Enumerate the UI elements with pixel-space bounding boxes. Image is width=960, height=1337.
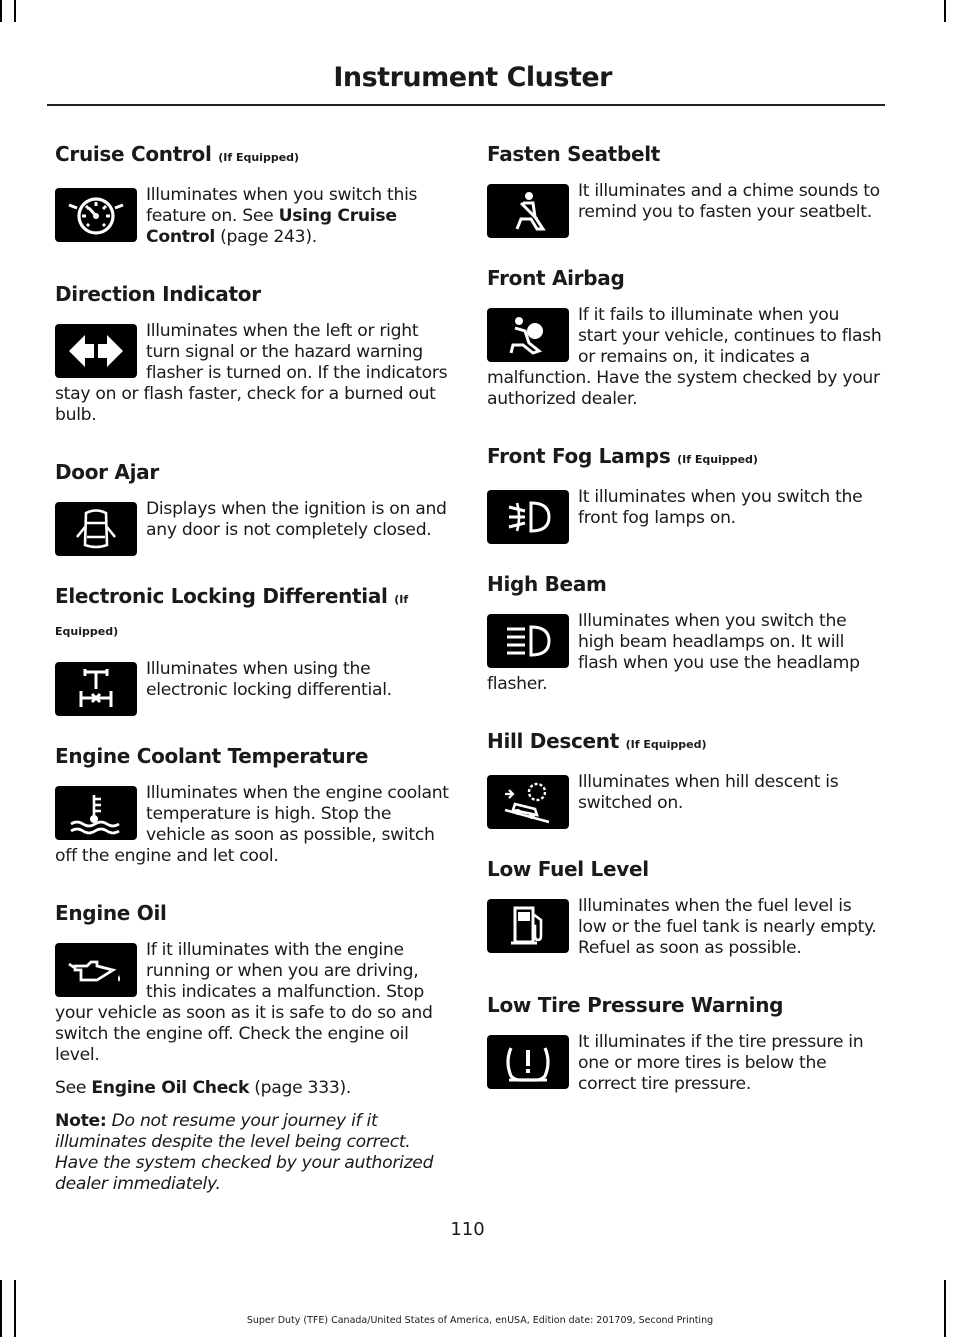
section-title: Hill Descent (If Equipped) [487, 729, 707, 753]
crop-mark [0, 0, 2, 22]
section-title: Fasten Seatbelt [487, 142, 661, 166]
cross-reference-link[interactable]: Using Cruise Control [146, 206, 397, 247]
section-hill-descent [487, 727, 882, 835]
section-title: Low Fuel Level [487, 857, 649, 881]
hill-descent-icon [487, 775, 569, 829]
door-ajar-icon [55, 502, 137, 556]
right-column [487, 140, 882, 1127]
section-high-beam [487, 570, 882, 707]
crop-mark [14, 1280, 16, 1337]
page-number: 110 [450, 1219, 485, 1240]
section-body: Illuminates when using the electronic locking differential. [146, 659, 392, 700]
section-direction-indicator [55, 280, 450, 438]
direction-indicator-icon [55, 324, 137, 378]
crop-mark [0, 1280, 2, 1337]
cruise-control-icon [55, 188, 137, 242]
tire-pressure-icon [487, 1035, 569, 1089]
section-body: Illuminates when the left or right turn signal or the hazard warning flasher is turned on. If the indicators stay on or flash faster, check for a burned out bulb. [55, 321, 448, 425]
section-body: Illuminates when you switch this feature on. See Using Cruise Control (page 243). [146, 185, 418, 247]
section-body: Displays when the ignition is on and any door is not completely closed. [146, 499, 447, 540]
section-title: Front Fog Lamps (If Equipped) [487, 444, 758, 468]
section-door-ajar [55, 458, 450, 562]
coolant-temperature-icon [55, 786, 137, 840]
section-body: Illuminates when you switch the high beam headlamps on. It will flash when you use the headlamp flasher. [487, 611, 860, 694]
header-rule [47, 104, 885, 106]
section-title: Electronic Locking Differential (If Equipped) [55, 584, 409, 638]
section-body: Illuminates when the fuel level is low or the fuel tank is nearly empty. Refuel as soon as possible. [578, 896, 877, 958]
section-title: Cruise Control (If Equipped) [55, 142, 300, 166]
section-locking-differential [55, 582, 450, 722]
section-body: It illuminates when you switch the front fog lamps on. [578, 487, 863, 528]
section-body: If it illuminates with the engine running or when you are driving, this indicates a malfunction. Stop your vehicle as soon as it is safe to do so and switch the engine off. Check the engine oil level. [55, 940, 433, 1065]
cross-reference-link[interactable]: Engine Oil Check [91, 1078, 250, 1098]
section-body: Illuminates when hill descent is switched on. [578, 772, 839, 813]
engine-oil-icon [55, 943, 137, 997]
section-title: High Beam [487, 572, 607, 596]
section-fasten-seatbelt [487, 140, 882, 244]
section-cruise-control [55, 140, 450, 260]
section-title: Low Tire Pressure Warning [487, 993, 784, 1017]
section-front-fog-lamps [487, 442, 882, 550]
fuel-pump-icon [487, 899, 569, 953]
section-title: Door Ajar [55, 460, 159, 484]
section-title: Direction Indicator [55, 282, 261, 306]
locking-differential-icon [55, 662, 137, 716]
section-title: Engine Coolant Temperature [55, 744, 369, 768]
section-engine-oil [55, 899, 450, 1207]
fog-lamp-icon [487, 490, 569, 544]
seatbelt-icon [487, 184, 569, 238]
section-front-airbag [487, 264, 882, 422]
section-coolant-temperature [55, 742, 450, 879]
left-column [55, 140, 450, 1227]
page-footer: Super Duty (TFE) Canada/United States of America, enUSA, Edition date: 201709, Second Printing [246, 1315, 714, 1326]
section-title: Front Airbag [487, 266, 625, 290]
section-body: It illuminates if the tire pressure in one or more tires is below the correct tire pressure. [578, 1032, 864, 1094]
high-beam-icon [487, 614, 569, 668]
note: Note: Do not resume your journey if it illuminates despite the level being correct. Have the system checked by your authorized dealer immediately. [55, 1111, 434, 1194]
crop-mark [944, 0, 946, 22]
page-title: Instrument Cluster [333, 62, 612, 93]
crop-mark [14, 0, 16, 22]
section-title: Engine Oil [55, 901, 167, 925]
section-low-tire-pressure [487, 991, 882, 1107]
crop-mark [944, 1280, 946, 1337]
section-body: It illuminates and a chime sounds to remind you to fasten your seatbelt. [578, 181, 880, 222]
section-low-fuel-level [487, 855, 882, 971]
see-reference: See Engine Oil Check (page 333). [55, 1078, 352, 1098]
section-body: If it fails to illuminate when you start your vehicle, continues to flash or remains on, it indicates a malfunction. Have the system checked by your authorized dealer. [487, 305, 882, 409]
airbag-icon [487, 308, 569, 362]
section-body: Illuminates when the engine coolant temperature is high. Stop the vehicle as soon as possible, switch off the engine and let cool. [55, 783, 449, 866]
